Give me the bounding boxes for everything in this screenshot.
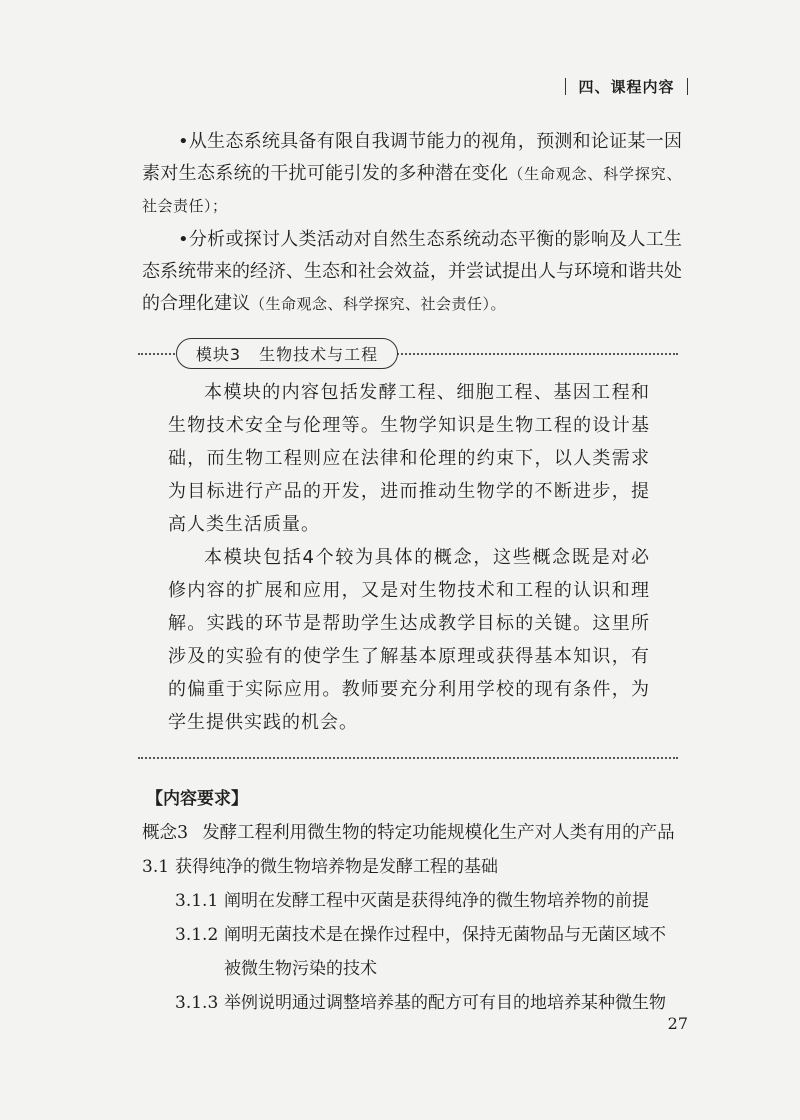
requirement-subitem <box>142 918 682 986</box>
subitem-text: 阐明在发酵工程中灭菌是获得纯净的微生物培养物的前提 <box>224 891 649 911</box>
content-requirements <box>142 782 682 1020</box>
concept-line <box>142 816 682 850</box>
header-divider <box>565 78 567 95</box>
subitem-text: 阐明无菌技术是在操作过程中，保持无菌物品与无菌区域不被微生物污染的技术 <box>224 925 666 979</box>
bullet-item <box>142 224 682 320</box>
bullet-text: 从生态系统具备有限自我调节能力的视角，预测和论证某一因素对生态系统的干扰可能引发的多种潜在变化 <box>142 131 682 184</box>
module-label: 模块3 <box>195 345 242 364</box>
item-number: 3.1 <box>142 857 170 877</box>
bullet-text: 分析或探讨人类活动对自然生态系统动态平衡的影响及人工生态系统带来的经济、生态和社会效益，并尝试提出人与环境和谐共处的合理化建议 <box>142 229 682 314</box>
module-title-pill <box>176 338 398 369</box>
module-intro-box <box>138 338 678 759</box>
module-title: 生物技术与工程 <box>259 345 379 364</box>
requirement-subitem <box>142 986 682 1020</box>
header-section-title: 四、课程内容 <box>578 78 675 96</box>
module-paragraph: 本模块的内容包括发酵工程、细胞工程、基因工程和生物技术安全与伦理等。生物学知识是生物工程的设计基础，而生物工程则应在法律和伦理的约束下，以人类需求为目标进行产品的开发，进而推动生物学的不断进步，提高人类生活质量。 <box>168 382 650 535</box>
header-divider <box>687 78 689 95</box>
module-body <box>138 368 678 739</box>
page-number: 27 <box>667 1014 688 1033</box>
dotted-rule <box>138 757 678 759</box>
competency-note: （生命观念、科学探究、社会责任）。 <box>250 295 507 313</box>
concept-text: 发酵工程利用微生物的特定功能规模化生产对人类有用的产品 <box>202 823 675 843</box>
bullet-item <box>142 126 682 222</box>
module-paragraph: 本模块包括4个较为具体的概念，这些概念既是对必修内容的扩展和应用，又是对生物技术和工程的认识和理解。实践的环节是帮助学生达成教学目标的关键。这里所涉及的实验有的使学生了解基本原理或获得基本知识，有的偏重于实际应用。教师要充分利用学校的现有条件，为学生提供实践的机会。 <box>168 547 650 733</box>
bullet-list <box>142 126 682 320</box>
bullet-marker: • <box>178 131 189 152</box>
subitem-number: 3.1.1 <box>175 891 219 911</box>
subitem-number: 3.1.3 <box>175 993 219 1013</box>
requirement-subitem <box>142 884 682 918</box>
competency-note: （生命观念、科学探究、社会责任）； <box>142 165 682 215</box>
subitem-number: 3.1.2 <box>175 925 219 945</box>
requirement-item <box>142 850 682 884</box>
concept-number: 概念3 <box>142 823 189 843</box>
requirements-heading: 【内容要求】 <box>146 789 248 809</box>
item-text: 获得纯净的微生物培养物是发酵工程的基础 <box>175 857 499 877</box>
module-title-row <box>138 338 678 368</box>
subitem-text: 举例说明通过调整培养基的配方可有目的地培养某种微生物 <box>224 993 666 1013</box>
running-header <box>565 76 688 97</box>
bullet-marker: • <box>178 229 189 250</box>
